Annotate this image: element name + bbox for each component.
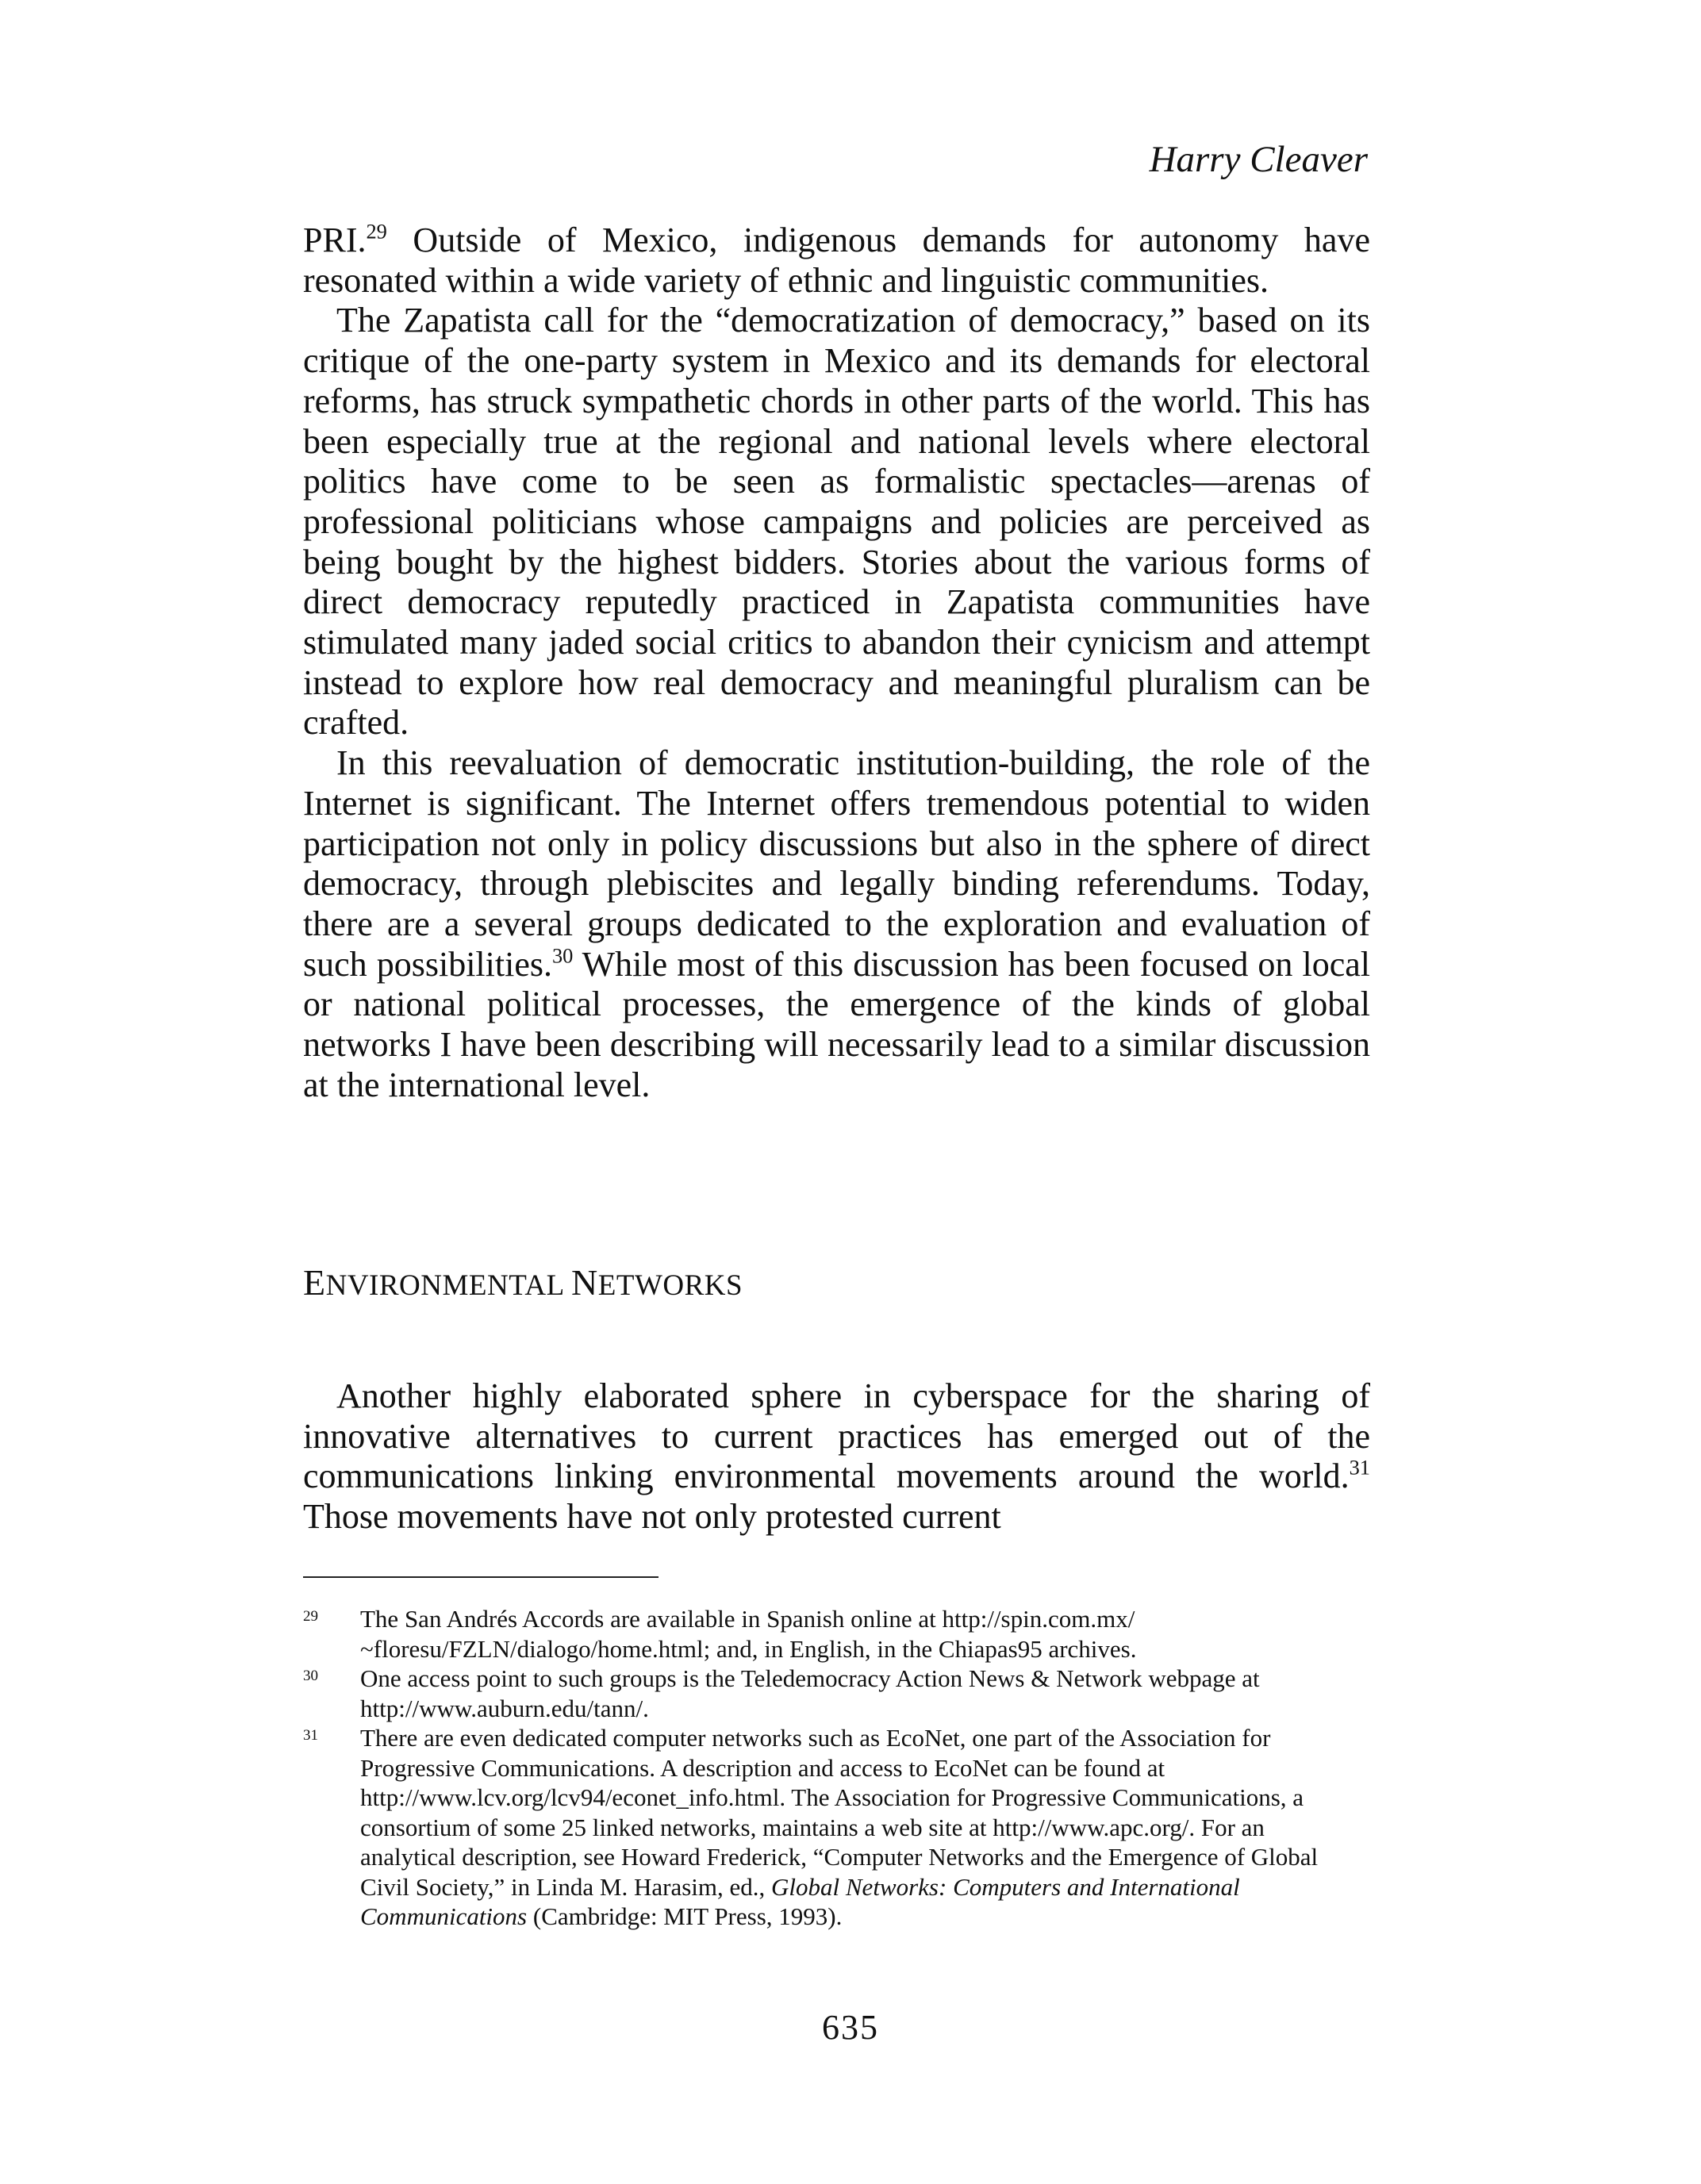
footnotes [303,1604,1350,1932]
running-head-author: Harry Cleaver [1149,139,1368,180]
paragraph-text: In this reevaluation of democratic institution-building, the role of the Internet is significant. The Internet offers tremendous potential to widen participation not only in policy discussions but also in the sphere of direct democracy, through plebiscites and legally binding referendums. Today, there are a several groups dedicated to the exploration and evaluation of such possibilities. [303,743,1370,984]
paragraph-democratization: The Zapatista call for the “democratization of democracy,” based on its critique of the one-party system in Mexico and its demands for electoral reforms, has struck sympathetic chords in other parts of the world. This has been especially true at the regional and national levels where electoral politics have come to be seen as formalistic spectacles—arenas of professional politicians whose campaigns and policies are perceived as being bought by the highest bidders. Stories about the various forms of direct democracy reputedly practiced in Zapatista communities have stimulated many jaded social critics to abandon their cynicism and attempt instead to explore how real democracy and meaningful pluralism can be crafted. [303,301,1370,743]
footnote-text-part: There are even dedicated computer networks such as EcoNet, one part of the Association for Progressive Communications. A description and access to EcoNet can be found at http://www.lcv.org/lcv94/econet_info.html. The Association for Progressive Communications, a consortium of some 25 linked networks, maintains a web site at http://www.apc.org/. For an analytical description, see Howard Frederick, “Computer Networks and the Emergence of Global Civil Society,” in Linda M. Harasim, ed., [360,1724,1319,1901]
heading-cap: E [303,1262,326,1303]
heading-smallcaps: ETWORKS [597,1269,743,1302]
paragraph-text: Those movements have not only protested current [303,1497,1001,1537]
footnote-ref-31[interactable]: 31 [1349,1456,1370,1480]
footnote-29 [303,1604,1350,1664]
paragraph-text: While most of this discussion has been focused on local or national political processes, the emergence of the kinds of global networks I have been describing will necessarily lead to a similar discussion at the international level. [303,944,1370,1104]
heading-cap: N [571,1262,598,1303]
footnote-number: 29 [303,1608,318,1625]
footnote-ref-29[interactable]: 29 [366,219,387,244]
footnote-ref-30[interactable]: 30 [551,943,574,968]
footnote-text: One access point to such groups is the Teledemocracy Action News & Network webpage at http://www.auburn.edu/tann/. [360,1664,1260,1722]
paragraph-internet [303,743,1370,1105]
main-text [303,221,1370,1105]
footnote-number: 31 [303,1727,318,1744]
section-heading [303,1262,743,1303]
footnote-text: The San Andrés Accords are available in Spanish online at http://spin.com.mx/ ~floresu/FZLN/dialogo/home.html; and, in English, in the Chiapas95 archives. [360,1605,1137,1663]
footnote-text-part: (Cambridge: MIT Press, 1993). [527,1902,843,1930]
page-number: 635 [822,2008,879,2047]
paragraph-text: Outside of Mexico, indigenous demands for autonomy have resonated within a wide variety of ethnic and linguistic communities. [303,221,1370,300]
footnote-divider [303,1576,659,1578]
footnote-30 [303,1664,1350,1723]
paragraph-continuation [303,221,1370,301]
paragraph-lead: PRI. [303,221,367,259]
footnote-text [360,1723,1350,1932]
footnote-number: 30 [303,1668,318,1684]
section-text [303,1376,1370,1537]
footnote-31 [303,1723,1350,1932]
paragraph-text: Another highly elaborated sphere in cyberspace for the sharing of innovative alternatives to current practices has emerged out of the communications linking environmental movements around the world. [303,1376,1370,1496]
book-title: Global Networks: Computers and International Communications [360,1872,1240,1930]
paragraph-environmental [303,1376,1370,1537]
heading-smallcaps: NVIRONMENTAL [325,1269,564,1302]
